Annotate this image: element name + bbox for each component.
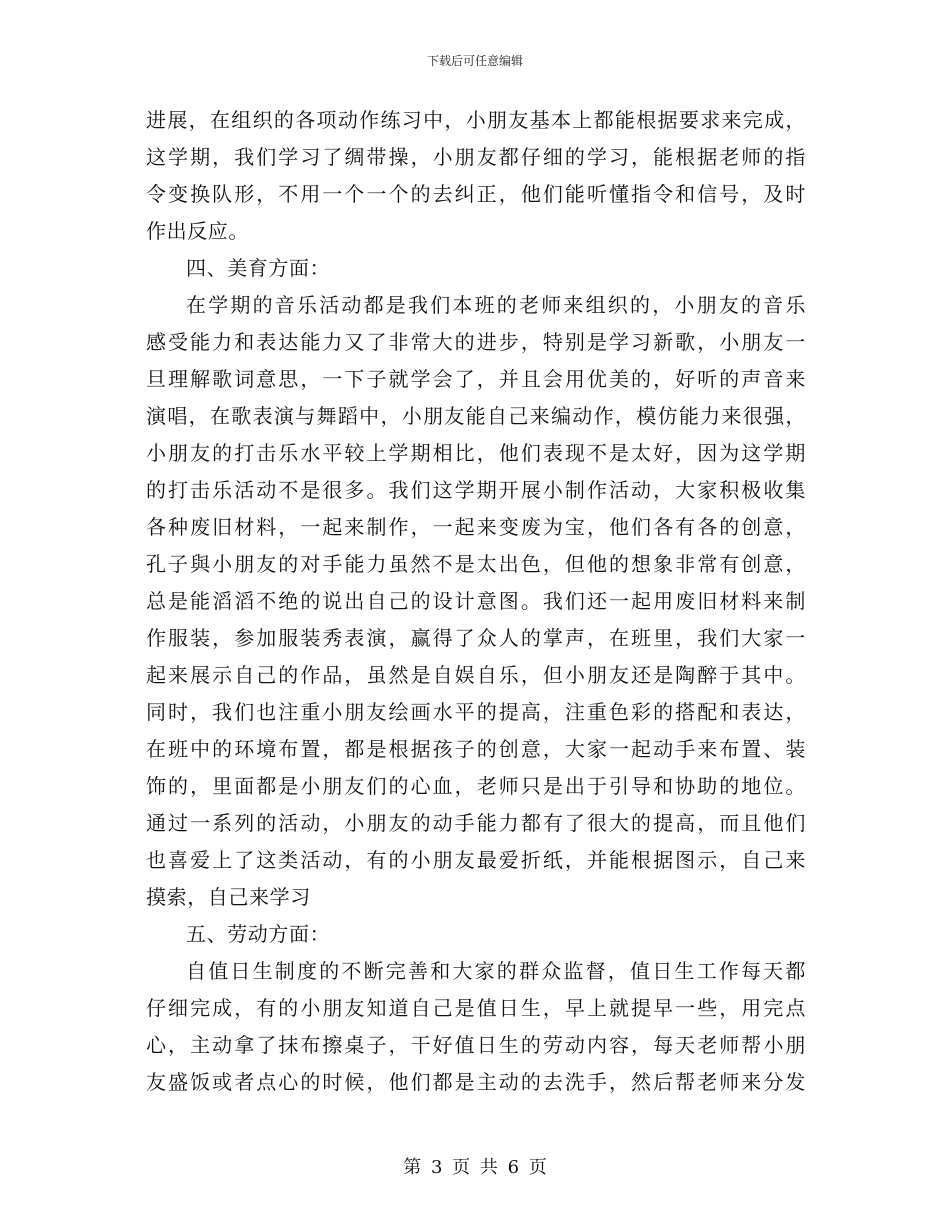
page-header: 下载后可任意编辑: [426, 54, 523, 68]
text-line: 总是能滔滔不绝的说出自己的设计意图。我们还一起用废旧材料来制: [146, 589, 806, 613]
text-line: 饰的，里面都是小朋友们的心血，老师只是出于引导和协助的地位。: [146, 774, 806, 798]
text-line: 小朋友的打击乐水平较上学期相比，他们表现不是太好，因为这学期: [146, 441, 806, 465]
text-line: 摸索，自己来学习: [146, 885, 311, 909]
text-line: 也喜爱上了这类活动，有的小朋友最爱折纸，并能根据图示，自己来: [146, 848, 806, 872]
text-line: 进展，在组织的各项动作练习中，小朋友基本上都能根据要求来完成，: [146, 108, 806, 132]
text-line: 各种废旧材料，一起来制作，一起来变废为宝，他们各有各的创意，: [146, 515, 806, 539]
page-footer: 第 3 页 共 6 页: [403, 1157, 547, 1178]
document-body: [146, 102, 806, 1101]
text-line: 通过一系列的活动，小朋友的动手能力都有了很大的提高，而且他们: [146, 811, 806, 835]
text-line: 这学期，我们学习了绸带操，小朋友都仔细的学习，能根据老师的指: [146, 145, 806, 169]
text-line: 作出反应。: [146, 219, 249, 243]
text-line: 在班中的环境布置，都是根据孩子的创意，大家一起动手来布置、装: [146, 737, 806, 761]
text-line: 孔子與小朋友的对手能力虽然不是太出色，但他的想象非常有创意，: [146, 552, 806, 576]
text-line: 旦理解歌词意思，一下子就学会了，并且会用优美的，好听的声音来: [146, 367, 806, 391]
text-line: 演唱，在歌表演与舞蹈中，小朋友能自己来编动作，模仿能力来很强，: [146, 404, 806, 428]
text-line: 同时，我们也注重小朋友绘画水平的提高，注重色彩的搭配和表达，: [146, 700, 806, 724]
text-line: 自值日生制度的不断完善和大家的群众监督，值日生工作每天都: [186, 959, 806, 983]
text-line: 作服装，参加服装秀表演，赢得了众人的掌声，在班里，我们大家一: [146, 626, 806, 650]
text-line: 心，主动拿了抹布擦桌子，干好值日生的劳动内容，每天老师帮小朋: [146, 1033, 806, 1057]
text-line: 仔细完成，有的小朋友知道自己是值日生，早上就提早一些，用完点: [146, 996, 806, 1020]
section-heading: 五、劳动方面：: [186, 922, 331, 946]
text-line: 感受能力和表达能力又了非常大的进步，特别是学习新歌，小朋友一: [146, 330, 806, 354]
text-line: 令变换队形，不用一个一个的去纠正，他们能听懂指令和信号，及时: [146, 182, 806, 206]
text-line: 友盛饭或者点心的时候，他们都是主动的去洗手，然后帮老师来分发: [146, 1070, 806, 1094]
text-line: 起来展示自己的作品，虽然是自娱自乐，但小朋友还是陶醉于其中。: [146, 663, 806, 687]
text-line: 在学期的音乐活动都是我们本班的老师来组织的，小朋友的音乐: [186, 293, 806, 317]
text-line: 的打击乐活动不是很多。我们这学期开展小制作活动，大家积极收集: [146, 478, 806, 502]
section-heading: 四、美育方面：: [186, 256, 331, 280]
